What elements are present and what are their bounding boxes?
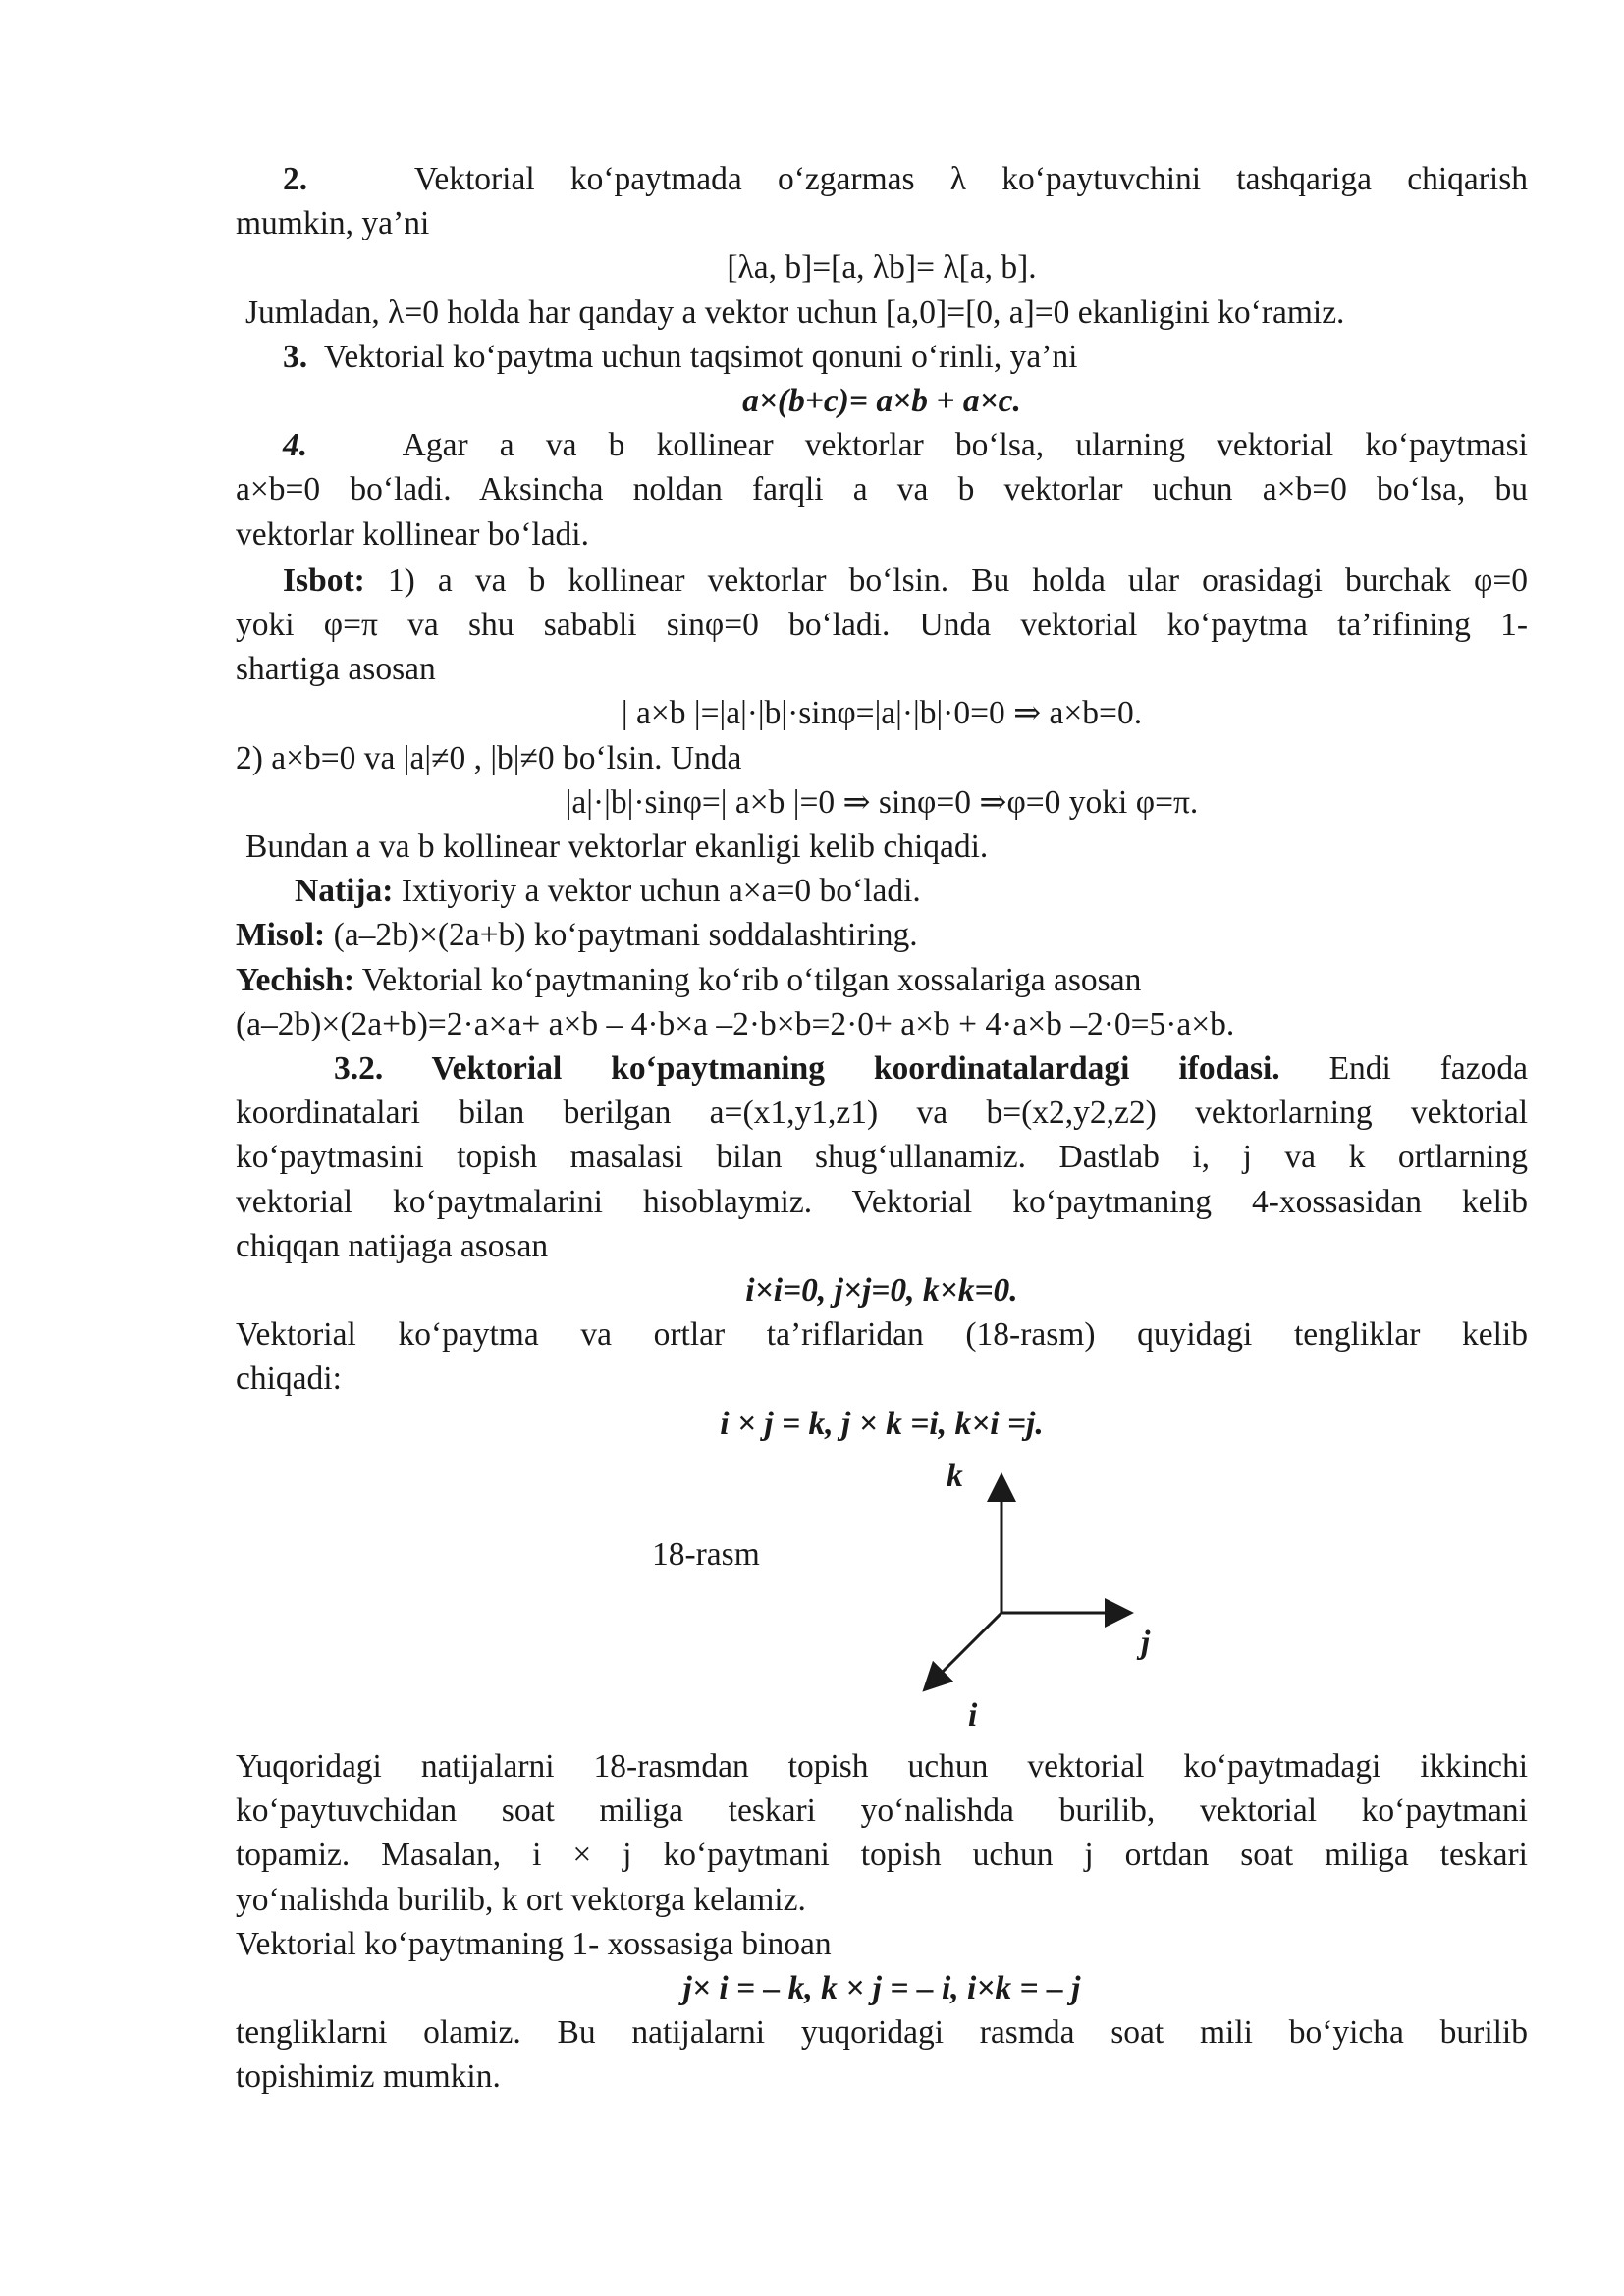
figure-18 [236, 1446, 1528, 1740]
document-page [236, 157, 1528, 2100]
axis-i-label: i [968, 1696, 978, 1734]
formula-distributive: a×(b+c)= a×b + a×c. [742, 383, 1021, 420]
property-4-line-2: a×b=0 bo‘ladi. Aksincha noldan farqli a va b vektorlar uchun a×b=0 bo‘lsa, bu [236, 471, 1528, 508]
corollary-label: Natija: [295, 873, 394, 910]
corollary-line [236, 869, 1528, 913]
proof-line-2: yoki φ=π va shu sababli sinφ=0 bo‘ladi. Unda vektorial ko‘paytma ta’rifining 1- [236, 607, 1528, 644]
solution-text: Vektorial ko‘paytmaning ko‘rib o‘tilgan xossalariga asosan [361, 961, 1142, 998]
property-4-line-1 [236, 423, 1528, 467]
section-3-2-line-1 [236, 1046, 1528, 1091]
property-3-number: 3. [283, 338, 308, 375]
solution-line [236, 958, 1528, 1002]
section-title: 3.2. Vektorial ko‘paytmaning koordinatalardagi ifodasi. [334, 1050, 1280, 1088]
section-3-2-line-4: vektorial ko‘paytmalarini hisoblaymiz. Vektorial ko‘paytmaning 4-xossasidan kelib [236, 1183, 1528, 1220]
property-4-number: 4. [283, 427, 308, 464]
formula-proof-1: | a×b |=|a|·|b|·sinφ=|a|·|b|·0=0 ⇒ a×b=0. [621, 695, 1143, 732]
section-3-2-line-3: ko‘paytmasini topish masalasi bilan shug‘ullanamiz. Dastlab i, j va k ortlarning [236, 1139, 1528, 1176]
proof-line-1 [236, 559, 1528, 603]
axes-diagram [236, 1446, 1528, 1740]
example-line [236, 913, 1528, 957]
proof-conclusion: Bundan a va b kollinear vektorlar ekanligi kelib chiqadi. [245, 828, 989, 866]
closing-line-2: topishimiz mumkin. [236, 2058, 501, 2096]
section-intro: Endi fazoda [1328, 1050, 1528, 1088]
property-1-reference: Vektorial ko‘paytmaning 1- xossasiga binoan [236, 1925, 832, 1962]
property-4-text: Agar a va b kollinear vektorlar bo‘lsa, ularning vektorial ko‘paytmasi [402, 427, 1528, 464]
section-3-2-line-2: koordinatalari bilan berilgan a=(x1,y1,z1) va b=(x2,y2,z2) vektorlarning vektorial [236, 1095, 1528, 1132]
axis-i-arrow [933, 1613, 1001, 1682]
proof-part-2: 2) a×b=0 va |a|≠0 , |b|≠0 bo‘lsin. Unda [236, 739, 742, 776]
proof-text-1: 1) a va b kollinear vektorlar bo‘lsin. Bu holda ular orasidagi burchak φ=0 [387, 561, 1528, 599]
corollary-text: Ixtiyoriy a vektor uchun a×a=0 bo‘ladi. [401, 873, 921, 910]
formula-solution: (a–2b)×(2a+b)=2·a×a+ a×b – 4·b×a –2·b×b=2·0+ a×b + 4·a×b –2·0=5·a×b. [236, 1005, 1235, 1042]
formula-proof-2: |a|·|b|·sinφ=| a×b |=0 ⇒ sinφ=0 ⇒φ=0 yoki φ=π. [565, 783, 1199, 821]
property-2-line-2: mumkin, ya’ni [236, 205, 430, 242]
property-2-number: 2. [283, 161, 308, 197]
closing-line-1: tengliklarni olamiz. Bu natijalarni yuqoridagi rasmda soat mili bo‘yicha burilib [236, 2014, 1528, 2052]
solution-label: Yechish: [236, 961, 354, 998]
property-3-line [236, 335, 1528, 379]
example-text: (a–2b)×(2a+b) ko‘paytmani soddalashtiring. [333, 917, 918, 954]
property-4-line-3: vektorlar kollinear bo‘ladi. [236, 515, 589, 553]
proof-line-3: shartiga asosan [236, 651, 436, 688]
property-3-text: Vektorial ko‘paytma uchun taqsimot qonuni o‘rinli, ya’ni [323, 338, 1078, 375]
rotation-line-3: topamiz. Masalan, i × j ko‘paytmani topish uchun j ortdan soat miliga teskari [236, 1837, 1528, 1874]
paragraph-lambda-zero: Jumladan, λ=0 holda har qanday a vektor uchun [a,0]=[0, a]=0 ekanligini ko‘ramiz. [245, 294, 1345, 331]
definitions-line-2: chiqadi: [236, 1361, 342, 1398]
formula-scalar-factor: [λa, b]=[a, λb]= λ[a, b]. [727, 249, 1037, 287]
property-2-line-1 [236, 157, 1528, 201]
example-label: Misol: [236, 917, 326, 954]
figure-caption: 18-rasm [652, 1535, 760, 1573]
formula-unit-products: i × j = k, j × k =i, k×i =j. [720, 1405, 1044, 1442]
property-2-text: Vektorial ko‘paytmada o‘zgarmas λ ko‘paytuvchini tashqariga chiqarish [413, 161, 1529, 197]
definitions-line-1: Vektorial ko‘paytma va ortlar ta’riflaridan (18-rasm) quyidagi tengliklar kelib [236, 1316, 1528, 1354]
rotation-line-4: yo‘nalishda burilib, k ort vektorga kelamiz. [236, 1881, 806, 1918]
formula-unit-self-products: i×i=0, j×j=0, k×k=0. [745, 1272, 1018, 1309]
axis-k-label: k [947, 1457, 963, 1494]
proof-label: Isbot: [283, 561, 365, 599]
axis-j-label: j [1141, 1624, 1151, 1661]
formula-anticommutative: j× i = – k, k × j = – i, i×k = – j [682, 1969, 1081, 2006]
section-3-2-line-5: chiqqan natijaga asosan [236, 1227, 549, 1264]
rotation-line-2: ko‘paytuvchidan soat miliga teskari yo‘nalishda burilib, vektorial ko‘paytmani [236, 1792, 1528, 1830]
rotation-line-1: Yuqoridagi natijalarni 18-rasmdan topish uchun vektorial ko‘paytmadagi ikkinchi [236, 1747, 1528, 1785]
